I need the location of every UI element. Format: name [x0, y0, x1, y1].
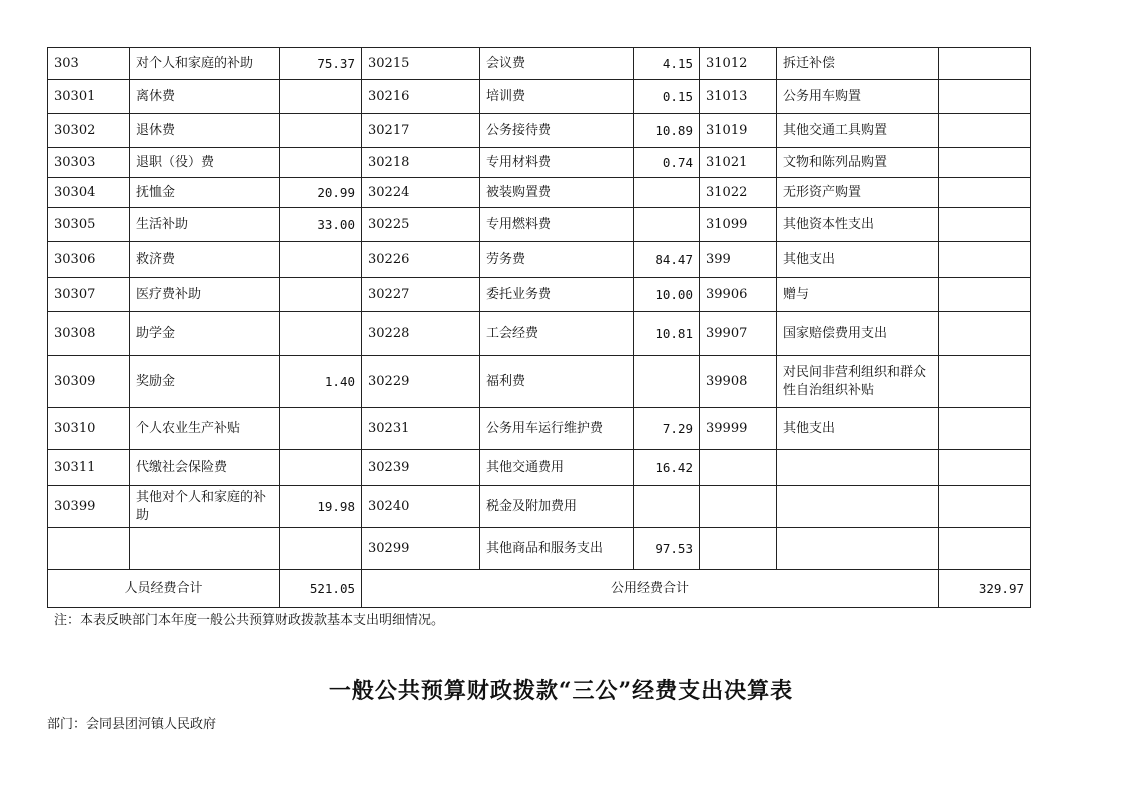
personnel-total-value: 521.05: [280, 570, 362, 608]
name-cell: 拆迁补偿: [777, 48, 939, 80]
value-cell: [939, 486, 1031, 528]
name-cell: 专用材料费: [480, 148, 634, 178]
value-cell: [280, 242, 362, 278]
code-cell: 31022: [700, 178, 777, 208]
name-cell: 其他支出: [777, 408, 939, 450]
name-cell: 国家赔偿费用支出: [777, 312, 939, 356]
value-cell: [939, 356, 1031, 408]
name-cell: 救济费: [130, 242, 280, 278]
value-cell: [939, 208, 1031, 242]
name-cell: 被装购置费: [480, 178, 634, 208]
code-cell: 39999: [700, 408, 777, 450]
name-cell: 对民间非营利组织和群众性自治组织补贴: [777, 356, 939, 408]
code-cell: 399: [700, 242, 777, 278]
value-cell: 10.89: [634, 114, 700, 148]
code-cell: 30239: [362, 450, 480, 486]
table-row: [48, 80, 1031, 114]
name-cell: 退休费: [130, 114, 280, 148]
code-cell: [700, 450, 777, 486]
value-cell: 33.00: [280, 208, 362, 242]
value-cell: [939, 114, 1031, 148]
value-cell: [634, 356, 700, 408]
code-cell: 30301: [48, 80, 130, 114]
table-row: [48, 408, 1031, 450]
value-cell: [634, 208, 700, 242]
value-cell: [280, 408, 362, 450]
code-cell: 31099: [700, 208, 777, 242]
totals-row: [48, 570, 1031, 608]
value-cell: [939, 178, 1031, 208]
value-cell: 75.37: [280, 48, 362, 80]
code-cell: 30228: [362, 312, 480, 356]
code-cell: 30225: [362, 208, 480, 242]
table-row: [48, 178, 1031, 208]
table-row: [48, 278, 1031, 312]
name-cell: 无形资产购置: [777, 178, 939, 208]
public-total-label: 公用经费合计: [362, 570, 939, 608]
value-cell: [280, 450, 362, 486]
table-note: 注：本表反映部门本年度一般公共预算财政拨款基本支出明细情况。: [54, 613, 445, 628]
name-cell: 代缴社会保险费: [130, 450, 280, 486]
name-cell: [777, 486, 939, 528]
code-cell: 30216: [362, 80, 480, 114]
name-cell: [777, 450, 939, 486]
code-cell: 30306: [48, 242, 130, 278]
table-row: [48, 528, 1031, 570]
section-title: 一般公共预算财政拨款“三公”经费支出决算表: [328, 678, 794, 704]
table-row: [48, 114, 1031, 148]
name-cell: 福利费: [480, 356, 634, 408]
name-cell: 抚恤金: [130, 178, 280, 208]
code-cell: 31019: [700, 114, 777, 148]
value-cell: 0.15: [634, 80, 700, 114]
code-cell: 30399: [48, 486, 130, 528]
department-label: 部门：会同县团河镇人民政府: [47, 717, 217, 732]
code-cell: 30240: [362, 486, 480, 528]
code-cell: 30309: [48, 356, 130, 408]
name-cell: [777, 528, 939, 570]
name-cell: 离休费: [130, 80, 280, 114]
value-cell: 97.53: [634, 528, 700, 570]
totals-row-group: [48, 570, 1031, 608]
name-cell: 奖励金: [130, 356, 280, 408]
code-cell: 31021: [700, 148, 777, 178]
value-cell: 19.98: [280, 486, 362, 528]
table-row: [48, 148, 1031, 178]
value-cell: 0.74: [634, 148, 700, 178]
code-cell: 30302: [48, 114, 130, 148]
name-cell: 培训费: [480, 80, 634, 114]
public-total-value: 329.97: [939, 570, 1031, 608]
code-cell: 31013: [700, 80, 777, 114]
name-cell: 生活补助: [130, 208, 280, 242]
value-cell: 84.47: [634, 242, 700, 278]
value-cell: 10.00: [634, 278, 700, 312]
code-cell: 30224: [362, 178, 480, 208]
value-cell: 20.99: [280, 178, 362, 208]
value-cell: [280, 114, 362, 148]
code-cell: 30310: [48, 408, 130, 450]
name-cell: 医疗费补助: [130, 278, 280, 312]
value-cell: [939, 242, 1031, 278]
code-cell: 30227: [362, 278, 480, 312]
code-cell: 30308: [48, 312, 130, 356]
name-cell: 其他交通工具购置: [777, 114, 939, 148]
value-cell: [939, 528, 1031, 570]
value-cell: [280, 312, 362, 356]
value-cell: 7.29: [634, 408, 700, 450]
name-cell: 税金及附加费用: [480, 486, 634, 528]
code-cell: 31012: [700, 48, 777, 80]
personnel-total-label: 人员经费合计: [48, 570, 280, 608]
name-cell: 退职（役）费: [130, 148, 280, 178]
code-cell: 30303: [48, 148, 130, 178]
code-cell: [700, 528, 777, 570]
table-row: [48, 450, 1031, 486]
table-row: [48, 486, 1031, 528]
table-row: [48, 312, 1031, 356]
name-cell: 专用燃料费: [480, 208, 634, 242]
value-cell: [939, 278, 1031, 312]
value-cell: [939, 48, 1031, 80]
name-cell: 其他资本性支出: [777, 208, 939, 242]
table-row: [48, 208, 1031, 242]
value-cell: [280, 278, 362, 312]
basic-expenditure-table: [47, 47, 1031, 608]
code-cell: 303: [48, 48, 130, 80]
name-cell: 会议费: [480, 48, 634, 80]
code-cell: 30299: [362, 528, 480, 570]
table-body: [48, 48, 1031, 570]
code-cell: 30229: [362, 356, 480, 408]
code-cell: 30226: [362, 242, 480, 278]
value-cell: [939, 450, 1031, 486]
name-cell: 个人农业生产补贴: [130, 408, 280, 450]
code-cell: 30307: [48, 278, 130, 312]
table-row: [48, 356, 1031, 408]
name-cell: 公务用车运行维护费: [480, 408, 634, 450]
name-cell: 其他对个人和家庭的补助: [130, 486, 280, 528]
name-cell: 其他交通费用: [480, 450, 634, 486]
value-cell: [634, 486, 700, 528]
code-cell: 30304: [48, 178, 130, 208]
table-row: [48, 242, 1031, 278]
name-cell: [130, 528, 280, 570]
value-cell: 10.81: [634, 312, 700, 356]
code-cell: 30311: [48, 450, 130, 486]
value-cell: [280, 80, 362, 114]
value-cell: [939, 408, 1031, 450]
code-cell: 30217: [362, 114, 480, 148]
name-cell: 劳务费: [480, 242, 634, 278]
value-cell: 4.15: [634, 48, 700, 80]
code-cell: 30215: [362, 48, 480, 80]
value-cell: [280, 148, 362, 178]
code-cell: 39906: [700, 278, 777, 312]
code-cell: 39907: [700, 312, 777, 356]
code-cell: 30305: [48, 208, 130, 242]
name-cell: 公务用车购置: [777, 80, 939, 114]
value-cell: [939, 148, 1031, 178]
name-cell: 工会经费: [480, 312, 634, 356]
value-cell: 1.40: [280, 356, 362, 408]
name-cell: 文物和陈列品购置: [777, 148, 939, 178]
name-cell: 赠与: [777, 278, 939, 312]
table-row: [48, 48, 1031, 80]
name-cell: 其他商品和服务支出: [480, 528, 634, 570]
name-cell: 助学金: [130, 312, 280, 356]
value-cell: [634, 178, 700, 208]
value-cell: [280, 528, 362, 570]
code-cell: [700, 486, 777, 528]
name-cell: 公务接待费: [480, 114, 634, 148]
name-cell: 委托业务费: [480, 278, 634, 312]
value-cell: 16.42: [634, 450, 700, 486]
value-cell: [939, 80, 1031, 114]
value-cell: [939, 312, 1031, 356]
code-cell: [48, 528, 130, 570]
code-cell: 30218: [362, 148, 480, 178]
name-cell: 对个人和家庭的补助: [130, 48, 280, 80]
code-cell: 39908: [700, 356, 777, 408]
name-cell: 其他支出: [777, 242, 939, 278]
code-cell: 30231: [362, 408, 480, 450]
